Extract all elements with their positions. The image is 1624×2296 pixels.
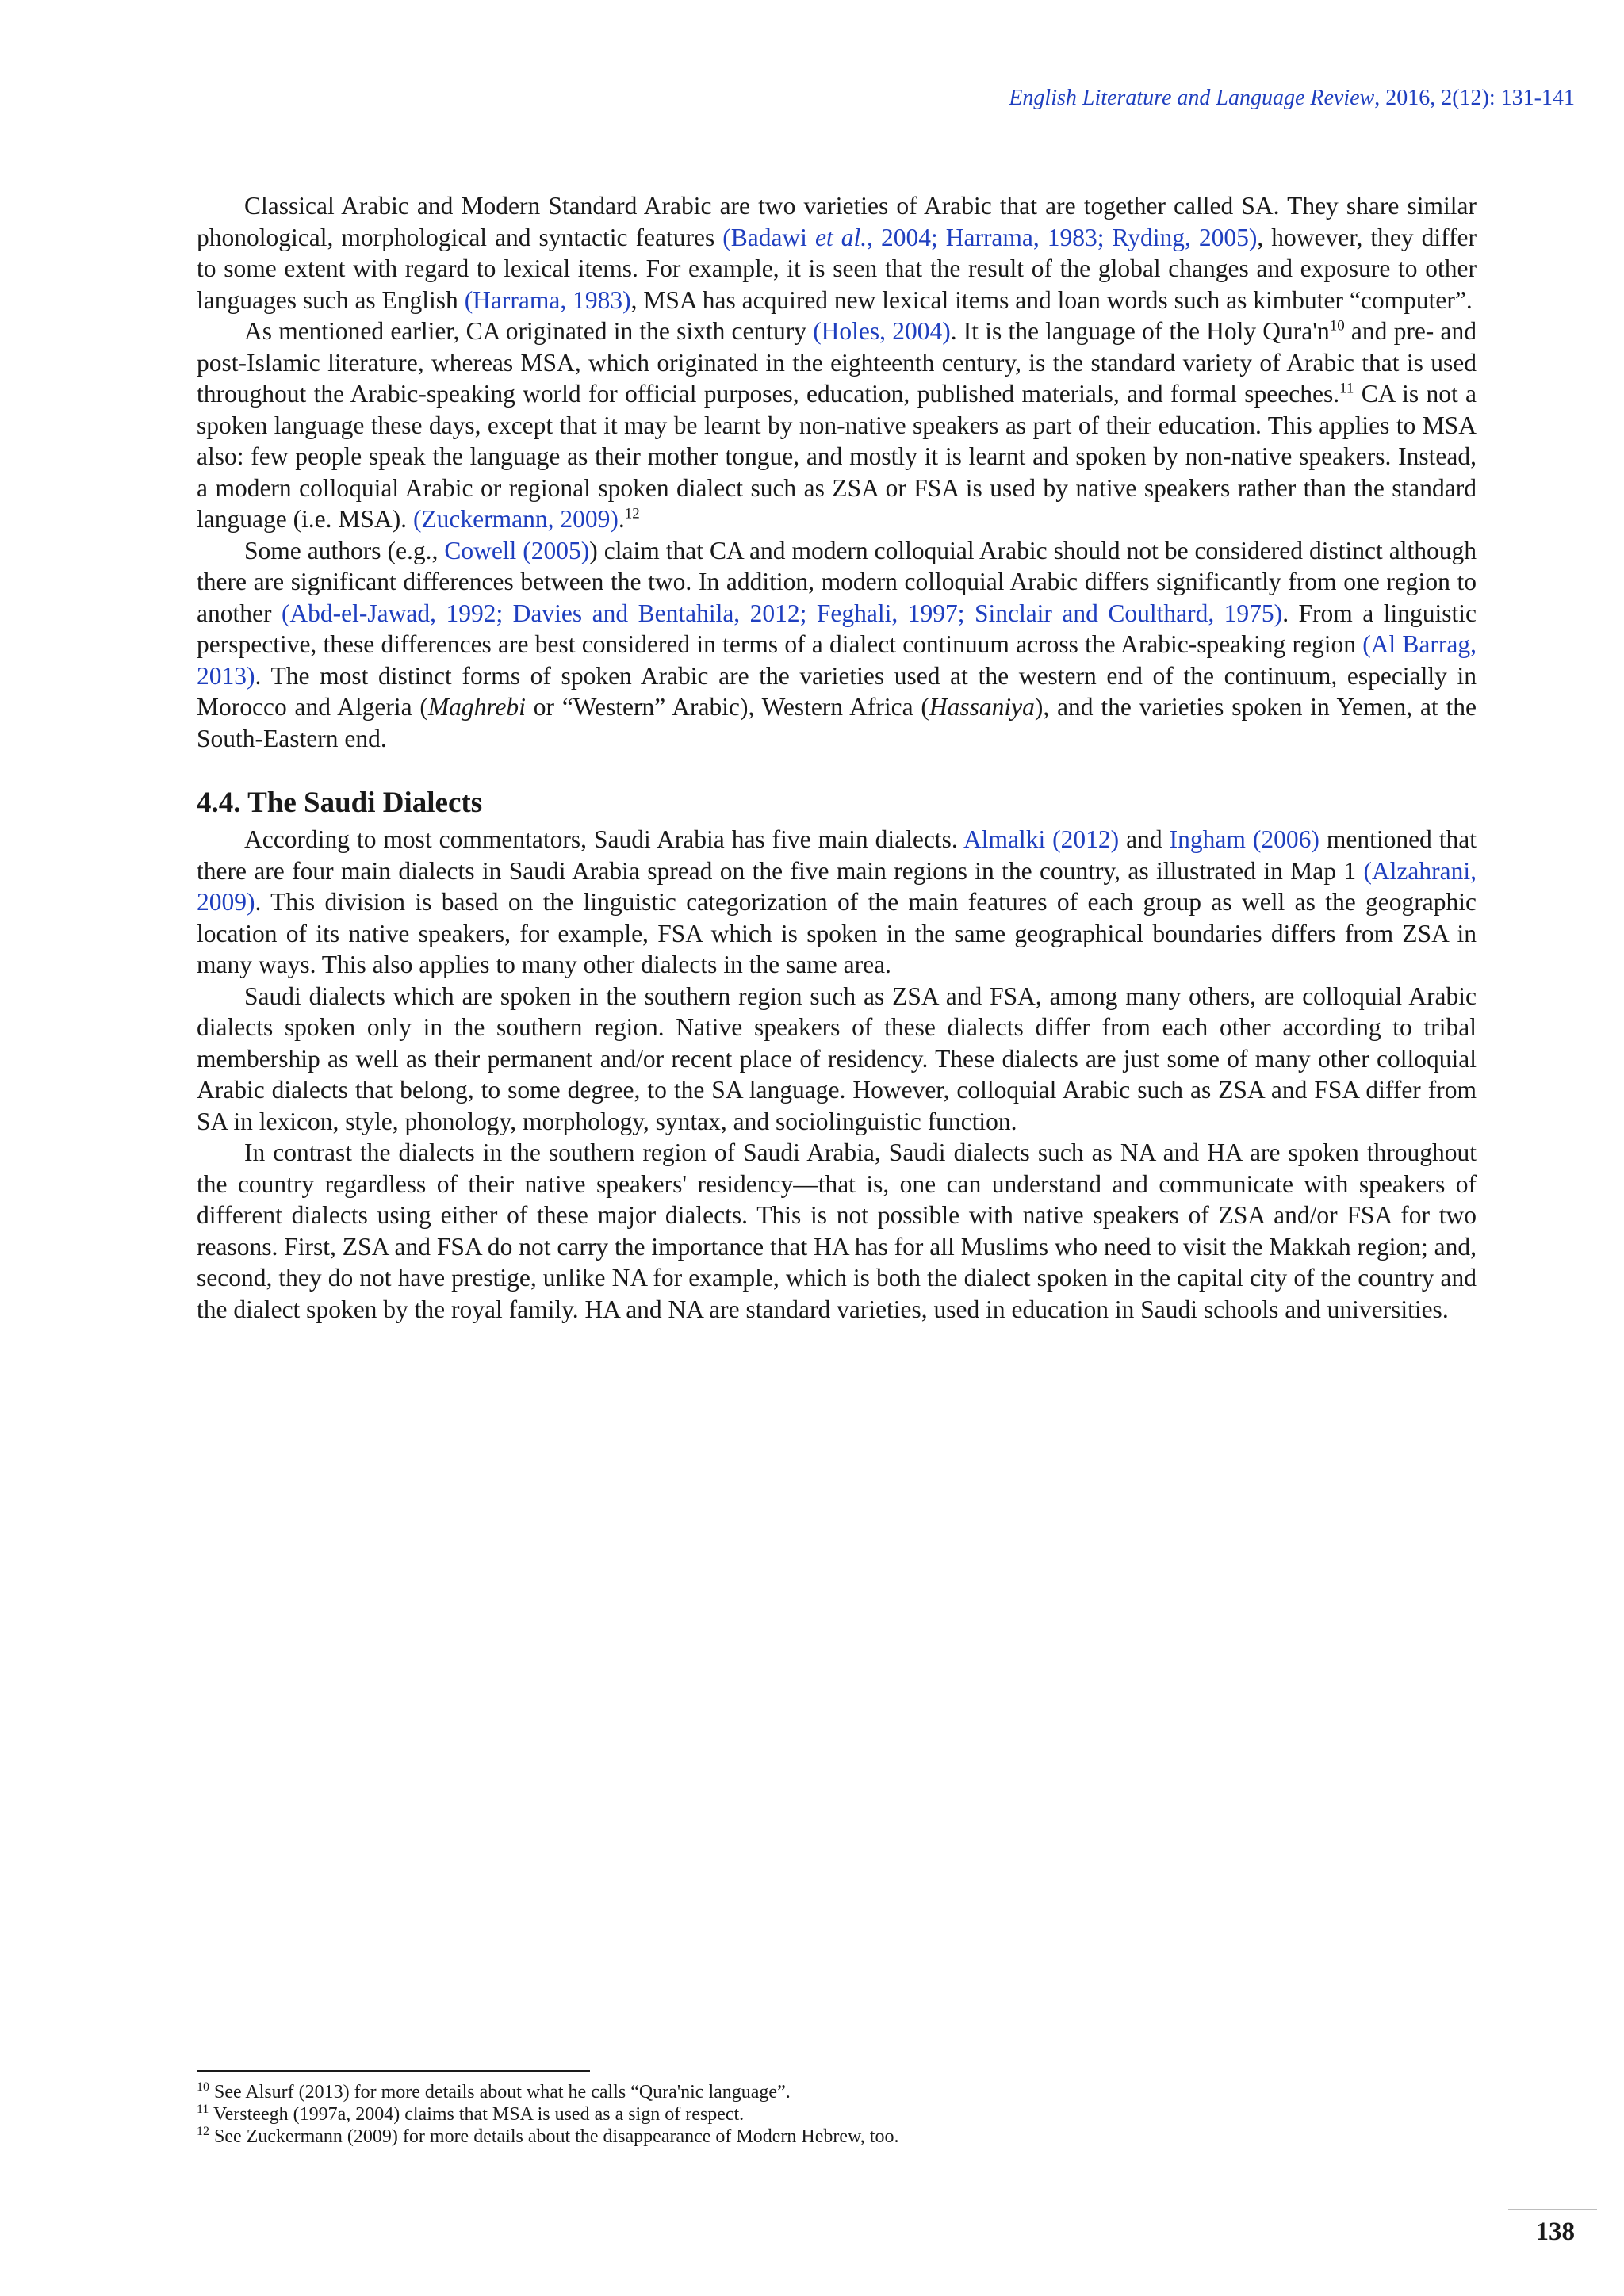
footnote-ref[interactable]: 10 — [1329, 317, 1345, 335]
footnote-item — [197, 2081, 1465, 2103]
citation-part: , 2004; Harrama, 1983; Ryding, 2005) — [867, 223, 1258, 251]
citation-link[interactable]: (Alzahrani, 2009) — [197, 856, 1477, 916]
italic-term: Maghrebi — [427, 693, 526, 721]
text-span: As mentioned earlier, CA originated in the sixth century — [244, 317, 814, 345]
text-span: . This division is based on the linguistic categorization of the main features of each group as well as the geographic location of its native speakers, for example, FSA which is spoken in the same geographical boundaries differs from ZSA in many ways. This also applies to many other dialects in the same area. — [197, 888, 1477, 978]
text-span: . The most distinct forms of spoken Arabic are the varieties used at the western end of the continuum, especially in Morocco and Algeria ( — [197, 661, 1477, 721]
citation-link[interactable]: (Harrama, 1983) — [464, 285, 631, 314]
citation-part: (Badawi — [722, 223, 815, 251]
text-span: CA is not a spoken language these days, except that it may be learnt by non-native speakers as part of their education. This applies to MSA also: few people speak the language as their mother tongue, and mostly it is learnt and spoken by non-native speakers. Instead, a modern colloquial Arabic or regional spoken dialect such as ZSA or FSA is used by native speakers rather than the standard language (i.e. MSA). — [197, 380, 1477, 533]
citation-link[interactable]: (Abd-el-Jawad, 1992; Davies and Bentahila, 2012; Feghali, 1997; Sinclair and Coulthard, 1975) — [281, 599, 1283, 627]
journal-title: English Literature and Language Review — [1009, 86, 1375, 110]
paragraph-2 — [197, 316, 1477, 535]
footnote-number: 12 — [197, 2125, 209, 2138]
citation-link[interactable]: Cowell (2005) — [444, 536, 590, 564]
text-span: , however, they differ to some extent with regard to lexical items. For example, it is seen that the result of the global changes and exposure to other languages such as English — [197, 223, 1477, 314]
page-number-divider — [1508, 2209, 1597, 2210]
citation-link[interactable]: (Zuckermann, 2009) — [412, 505, 619, 533]
text-span: In contrast the dialects in the southern region of Saudi Arabia, Saudi dialects such as NA and HA are spoken throughout the country regardless of their native speakers' residency—that is, one can understand and communicate with speakers of different dialects using either of these major dialects. This is not possible with native speakers of ZSA and/or FSA for two reasons. First, ZSA and FSA do not carry the importance that HA has for all Muslims who need to visit the Makkah region; and, second, they do not have prestige, unlike NA for example, which is both the dialect spoken in the capital city of the country and the dialect spoken by the royal family. HA and NA are standard varieties, used in education in Saudi schools and universities. — [197, 1138, 1477, 1323]
text-span: ), and the varieties spoken in Yemen, at the South-Eastern end. — [197, 693, 1477, 752]
citation-link[interactable] — [722, 224, 1257, 251]
text-span: According to most commentators, Saudi Arabia has five main dialects. — [244, 825, 963, 853]
text-span: mentioned that there are four main dialects in Saudi Arabia spread on the five main regions in the country, as illustrated in Map 1 — [197, 825, 1477, 885]
citation-link[interactable]: (Holes, 2004) — [813, 317, 951, 345]
citation-link[interactable]: Almalki (2012) — [963, 825, 1120, 853]
citation-link[interactable]: (Al Barrag, 2013) — [197, 630, 1477, 690]
italic-term: Hassaniya — [929, 693, 1035, 721]
footnote-ref[interactable]: 11 — [1339, 380, 1354, 397]
paragraph-6 — [197, 1137, 1477, 1325]
text-span: ) claim that CA and modern colloquial Arabic should not be considered distinct although there are significant differences between the two. In addition, modern colloquial Arabic differs significantly from one region to another — [197, 536, 1477, 627]
paragraph-3 — [197, 535, 1477, 755]
running-header — [1009, 86, 1575, 111]
text-span: Classical Arabic and Modern Standard Arabic are two varieties of Arabic that are together called SA. They share similar phonological, morphological and syntactic features — [197, 192, 1477, 251]
paragraph-5 — [197, 981, 1477, 1138]
text-span: . From a linguistic perspective, these differences are best considered in terms of a dialect continuum across the Arabic-speaking region — [197, 599, 1477, 658]
text-span: Some authors (e.g., — [244, 536, 445, 564]
footnote-number: 11 — [197, 2103, 209, 2116]
citation-italic: et al. — [814, 223, 868, 251]
footnote-number: 10 — [197, 2080, 209, 2094]
text-span: and pre- and post-Islamic literature, whereas MSA, which originated in the eighteenth century, is the standard variety of Arabic that is used throughout the Arabic-speaking world for official purposes, education, published materials, and formal speeches. — [197, 317, 1477, 408]
footnotes — [197, 2081, 1465, 2148]
citation-link[interactable]: Ingham (2006) — [1169, 825, 1320, 853]
paragraph-4 — [197, 824, 1477, 981]
text-span: , MSA has acquired new lexical items and loan words such as kimbuter “computer”. — [630, 285, 1473, 314]
text-span: and — [1119, 825, 1170, 853]
footnote-text: Versteegh (1997a, 2004) claims that MSA is used as a sign of respect. — [209, 2104, 745, 2125]
text-span: . It is the language of the Holy Qura'n — [950, 317, 1330, 345]
footnote-text: See Zuckermann (2009) for more details about the disappearance of Modern Hebrew, too. — [209, 2126, 899, 2147]
footnote-text: See Alsurf (2013) for more details about what he calls “Qura'nic language”. — [209, 2082, 791, 2103]
footnote-item — [197, 2103, 1465, 2126]
page-number: 138 — [1535, 2218, 1575, 2246]
section-heading: 4.4. The Saudi Dialects — [197, 786, 483, 819]
footnote-item — [197, 2126, 1465, 2148]
journal-citation: , 2016, 2(12): 131-141 — [1374, 86, 1575, 110]
text-span: Saudi dialects which are spoken in the southern region such as ZSA and FSA, among many others, are colloquial Arabic dialects spoken only in the southern region. Native speakers of these dialects differ from each other according to tribal membership as well as their permanent and/or recent place of residency. These dialects are just some of many other colloquial Arabic dialects that belong, to some degree, to the SA language. However, colloquial Arabic such as ZSA and FSA differ from SA in lexicon, style, phonology, morphology, syntax, and sociolinguistic function. — [197, 982, 1477, 1135]
footnote-divider — [197, 2070, 590, 2072]
footnote-ref[interactable]: 12 — [624, 505, 640, 522]
text-span: or “Western” Arabic), Western Africa ( — [525, 693, 929, 721]
paragraph-1 — [197, 190, 1477, 316]
main-text — [197, 190, 1477, 1325]
text-span: . — [618, 505, 625, 533]
